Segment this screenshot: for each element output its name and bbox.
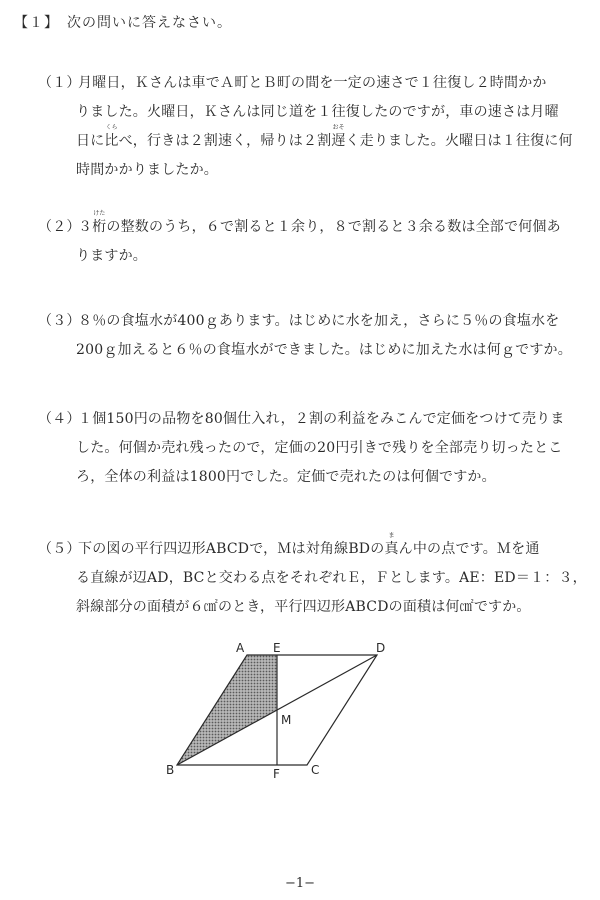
problem-4-number: （４） <box>38 411 81 427</box>
problem-3-line-2: 200ｇ加えると６％の食塩水ができました。はじめに加えた水は何ｇですか。 <box>76 342 572 358</box>
label-d: D <box>376 641 386 655</box>
problem-1-line-3: 日に くら 比べ，行きは２割速く，帰りは２割 おそ 遅く走りました。火曜日は１往復に何 <box>76 124 573 149</box>
problem-3-line-1: （３）８％の食塩水が400ｇあります。はじめに水を加え，さらに５％の食塩水を <box>38 310 559 330</box>
page-number: −1− <box>284 876 316 891</box>
section-title: 【１】 次の問いに答えなさい。 <box>14 15 232 31</box>
problem-4-line-2: した。何個か売れ残ったので，定価の20円引きで残りを全部売り切ったとこ <box>76 440 563 456</box>
problem-4-line-1: （４）１個150円の品物を80個仕入れ，２割の利益をみこんで定価をつけて売りま <box>38 408 565 428</box>
problem-3-number: （３） <box>38 313 81 329</box>
problem-2-line-1: （２）３ けた 桁の整数のうち，６で割ると１余り，８で割ると３余る数は全部で何個あ <box>38 210 561 235</box>
label-b: B <box>166 763 175 777</box>
problem-5-line-1: （５）下の図の平行四辺形ABCDで，Ｍは対角線BDの ま 真ん中の点です。Ｍを通 <box>38 532 540 557</box>
problem-5-line-3: 斜線部分の面積が６㎠のとき，平行四辺形ABCDの面積は何㎠ですか。 <box>76 599 531 615</box>
parallelogram-figure <box>160 640 400 794</box>
parallelogram-svg <box>160 640 400 790</box>
problem-1-line-4: 時間かかりましたか。 <box>76 162 218 178</box>
label-a: A <box>236 641 245 655</box>
ruby-ma: ま 真 <box>384 532 399 557</box>
label-m: M <box>281 713 292 727</box>
problem-4-line-3: ろ，全体の利益は1800円でした。定価で売れたのは何個ですか。 <box>76 469 496 485</box>
ruby-kura: くら 比 <box>104 124 119 149</box>
label-e: E <box>273 641 281 655</box>
problem-1-line-1: （１）月曜日，Ｋさんは車でＡ町とＢ町の間を一定の速さで１往復し２時間かか <box>38 72 547 92</box>
problem-1-line-2: りました。火曜日，Ｋさんは同じ道を１往復したのですが，車の速さは月曜 <box>76 104 559 120</box>
label-f: F <box>273 767 280 781</box>
problem-2-line-2: りますか。 <box>76 248 147 264</box>
problem-2-number: （２） <box>38 219 81 235</box>
problem-5-line-2: る直線が辺AD，BCと交わる点をそれぞれＥ，Ｆとします。AE：ED＝１：３， <box>76 570 587 586</box>
problem-1-number: （１） <box>38 75 81 91</box>
shaded-region <box>177 655 277 765</box>
label-c: C <box>311 763 320 777</box>
ruby-keta: けた 桁 <box>92 210 107 235</box>
ruby-oso: おそ 遅 <box>331 124 346 149</box>
problem-5-number: （５） <box>38 541 81 557</box>
